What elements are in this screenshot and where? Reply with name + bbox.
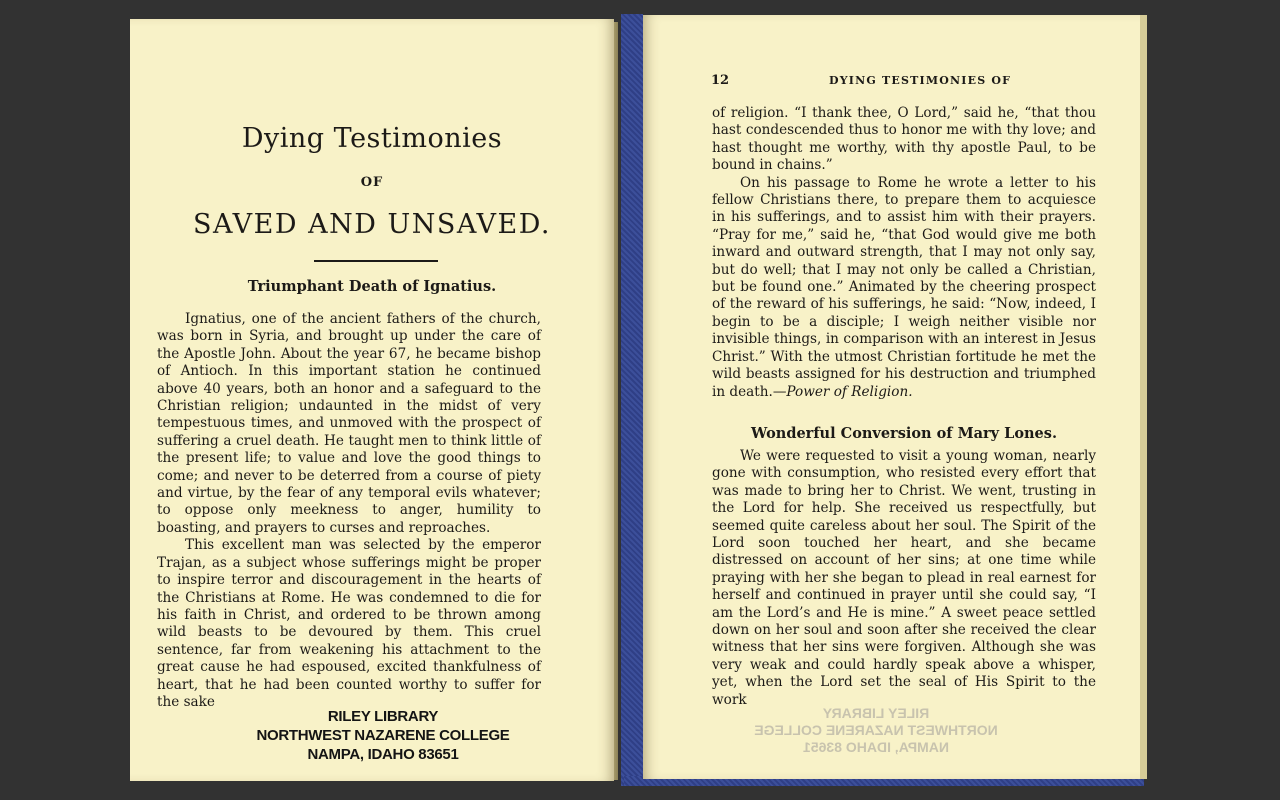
page-number: 12	[711, 73, 730, 88]
stamp-line: NAMPA, IDAHO 83651	[307, 746, 459, 763]
left-page	[130, 19, 614, 781]
right-body-text-top	[712, 105, 1096, 401]
title-divider	[314, 260, 438, 262]
book-subtitle: SAVED AND UNSAVED.	[193, 209, 551, 240]
stamp-line: RILEY LIBRARY	[327, 708, 439, 725]
source-citation: Power of Religion.	[786, 383, 913, 400]
bleed-through-stamp	[751, 705, 1001, 756]
left-body-text	[157, 311, 541, 711]
paragraph: We were requested to visit a young woman, nearly gone with consumption, who resisted every effort that was made to bring her to Christ. We went, trusting in the Lord for help. She received us respectfully, but seemed quite careless about her soul. The Spirit of the Lord soon touched her heart, and she became distressed on account of her sins; at one time while praying with her she began to plead in real earnest for herself and continued in prayer until she could say, “I am the Lord’s and He is mine.” A sweet peace settled down on her soul and soon after she received the clear witness that her sins were forgiven. Although she was very weak and could hardly speak above a whisper, yet, when the Lord set the seal of His Spirit to the work	[712, 448, 1096, 708]
book-title-of: OF	[360, 175, 384, 190]
stamp-line: NAMPA, IDAHO 83651	[803, 739, 950, 755]
paragraph: This excellent man was selected by the emperor Trajan, as a subject whose sufferings might be proper to inspire terror and discouragement in the hearts of the Christians at Rome. He was condemned to die for his faith in Christ, and ordered to be thrown among wild beasts to be devoured by them. This cruel sentence, far from weakening his attachment to the great cause he had espoused, excited thankfulness of heart, that he had been counted worthy to suffer for the sake	[157, 537, 541, 710]
paragraph: of religion. “I thank thee, O Lord,” said he, “that thou hast condescended thus to honor me with thy love; and hast thought me worthy, with thy apostle Paul, to be bound in chains.”	[712, 105, 1096, 174]
stamp-line: NORTHWEST NAZARENE COLLEGE	[754, 722, 998, 738]
right-body-text-bottom	[712, 448, 1096, 709]
paragraph: Ignatius, one of the ancient fathers of the church, was born in Syria, and brought up under the care of the Apostle John. About the year 67, he became bishop of Antioch. In this important station he continued above 40 years, both an honor and a safeguard to the Christian religion; undaunted in the midst of very tempestuous times, and unmoved with the prospect of suffering a cruel death. He taught men to think little of the present life; to value and love the good things to come; and never to be deterred from a course of piety and virtue, by the fear of any temporal evils whatever; to oppose only meekness to anger, humility to boasting, and prayers to curses and reproaches.	[157, 311, 541, 536]
book-binding	[621, 14, 643, 786]
library-stamp	[238, 707, 528, 764]
section-heading-ignatius: Triumphant Death of Ignatius.	[247, 278, 497, 295]
section-heading-mary-lones: Wonderful Conversion of Mary Lones.	[751, 425, 1057, 442]
running-head-title: DYING TESTIMONIES OF	[829, 74, 1012, 87]
paragraph	[712, 175, 1096, 401]
stamp-line: RILEY LIBRARY	[822, 705, 930, 721]
paragraph-text: On his passage to Rome he wrote a letter to his fellow Christians there, to prepare them to acquiesce in his sufferings, and to assist him with their prayers. “Pray for me,” said he, “that God would give me both inward and outward strength, that I may not only say, but do well; that I may not only be called a Christian, but be found one.” Animated by the cheering prospect of the reward of his sufferings, he said: “Now, indeed, I begin to be a disciple; I weigh neither visible nor invisible things, in comparison with an interest in Jesus Christ.” With the utmost Christian fortitude he met the wild beasts assigned for his destruction and triumphed in death.—	[712, 174, 1096, 400]
right-page	[643, 15, 1147, 779]
book-title: Dying Testimonies	[241, 123, 503, 154]
stamp-line: NORTHWEST NAZARENE COLLEGE	[256, 727, 510, 744]
right-page-edge	[1140, 15, 1147, 779]
